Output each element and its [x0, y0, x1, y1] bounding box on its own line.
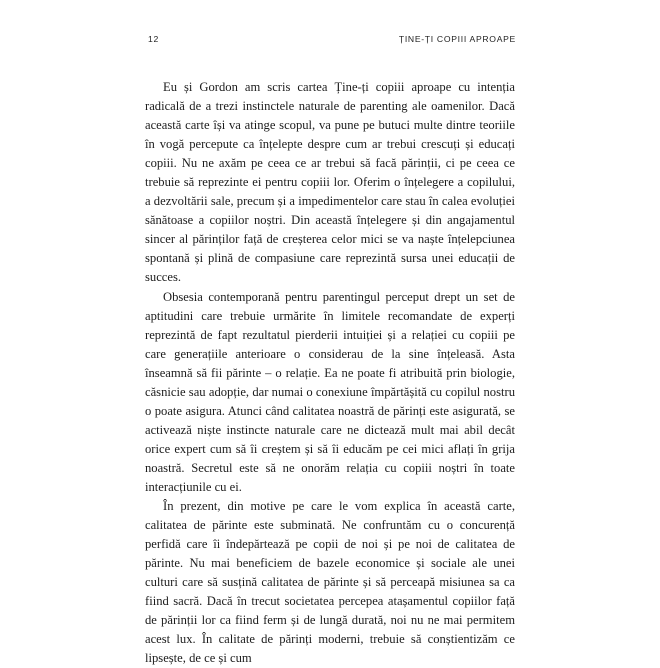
- running-head: [148, 34, 516, 44]
- body-text: [145, 78, 515, 668]
- paragraph-1: Eu și Gordon am scris cartea Ține-ți copiii aproape cu intenția radicală de a trezi instinctele naturale de parenting ale oamenilor. Dacă această carte își va atinge scopul, va pune pe butuci multe dintre teoriile în vogă percepute ca înțelepte despre cum ar trebui crescuți și educați copiii. Nu ne axăm pe ceea ce ar trebui să facă părinții, ci pe ceea ce trebuie să reprezinte ei pentru copiii lor. Oferim o înțelegere a copilului, a dezvoltării sale, precum și a impedimentelor care stau în calea evoluției sănătoase a copiilor noștri. Din această înțelegere și din angajamentul sincer al părinților față de creșterea celor mici se va naște înțelepciunea spontană și plină de compasiune care reprezintă sursa unei educații de succes.: [145, 80, 515, 285]
- paragraph-3: În prezent, din motive pe care le vom explica în această carte, calitatea de părinte este subminată. Ne confruntăm cu o concurență perfidă care îi îndepărtează pe copii de noi și pe noi de calitatea de părinte. Nu mai beneficiem de bazele economice și sociale ale unei culturi care să susțină calitatea de părinte și să perceapă misiunea sa ca fiind sacră. Dacă în trecut societatea percepea atașamentul copiilor față de părinții lor ca fiind ferm și de lungă durată, noi nu ne mai permitem acest lux. În calitate de părinți moderni, trebuie să conștientizăm ce lipsește, de ce și cum: [145, 499, 515, 666]
- book-page: [145, 34, 516, 666]
- paragraph-2: Obsesia contemporană pentru parentingul perceput drept un set de aptitudini care trebuie urmărite în limitele recomandate de experți reprezintă de fapt rezultatul pierderii intuiției și a relației cu copiii pe care generațiile anterioare o considerau de la sine înțeleasă. Asta înseamnă să fii părinte – o relație. Ea ne poate fi atribuită prin biologie, căsnicie sau adopție, dar numai o conexiune împărtășită cu copilul nostru o poate asigura. Atunci când calitatea noastră de părinți este asigurată, se activează niște instincte naturale care ne dictează mult mai abil decât orice expert cum să îi creștem și să îi educăm pe cei mici aflați în grija noastră. Secretul este să ne onorăm relația cu copiii noștri în toate interacțiunile cu ei.: [145, 289, 515, 494]
- running-title: ȚINE-ȚI COPIII APROAPE: [398, 34, 516, 44]
- page-number: 12: [148, 34, 159, 44]
